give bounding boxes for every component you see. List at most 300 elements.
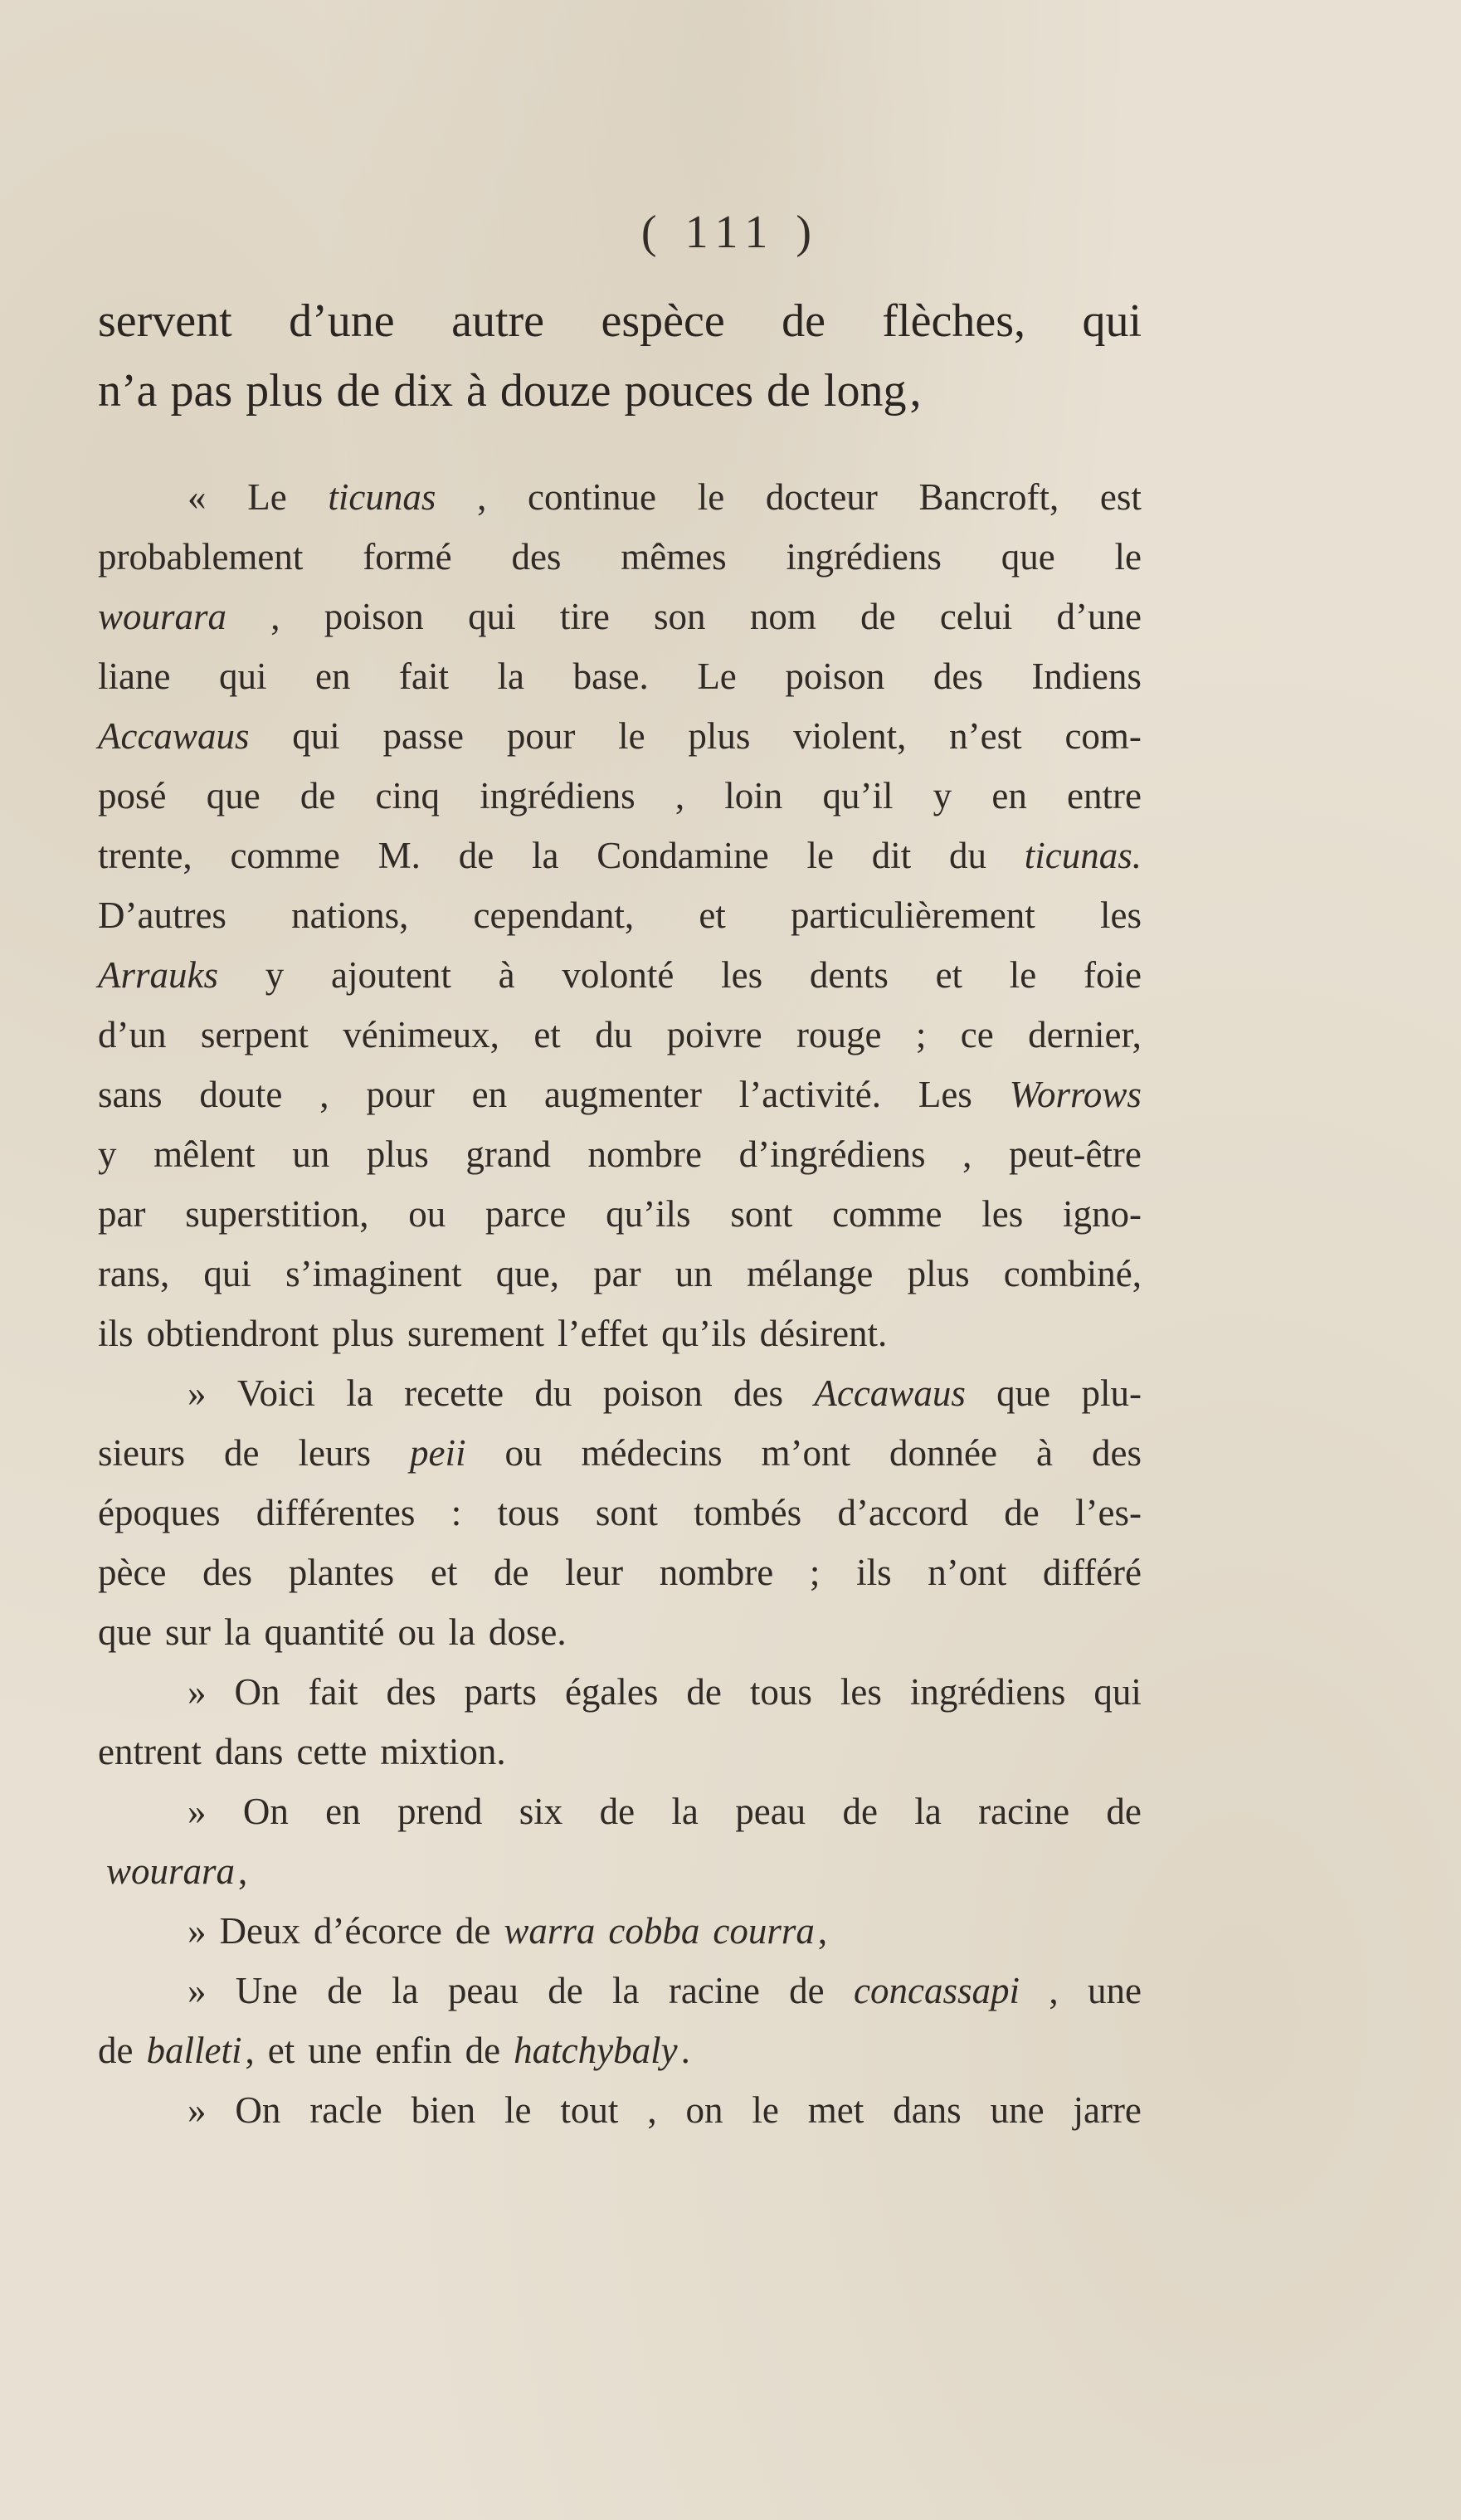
word: et [267, 2030, 295, 2071]
word: des [202, 1552, 253, 1593]
text-line [98, 1184, 1142, 1244]
word: d’un [98, 1014, 167, 1055]
word: tire [559, 596, 610, 637]
word: les [840, 1671, 882, 1713]
word: est [1099, 476, 1142, 518]
word: base. [572, 656, 649, 697]
word: une [990, 2089, 1045, 2131]
word: dix [393, 365, 453, 417]
word: ils [98, 1313, 134, 1354]
text-line [98, 1005, 1142, 1065]
italic-word: Accawaus [814, 1372, 966, 1414]
word: médecins [581, 1432, 723, 1474]
word: plu- [1081, 1372, 1142, 1414]
word: mixtion. [380, 1731, 506, 1772]
word: peut-être [1008, 1133, 1142, 1175]
text-line [98, 1722, 1142, 1782]
word: racine [668, 1970, 760, 2011]
word: » [187, 1910, 207, 1952]
word: mélange [746, 1253, 874, 1294]
word: de [465, 2030, 501, 2071]
word: servent [98, 295, 232, 347]
word: des [733, 1372, 784, 1414]
word: de [458, 835, 494, 876]
word: des [386, 1671, 436, 1713]
italic-word: courra [713, 1910, 815, 1952]
word: quantité [264, 1611, 385, 1653]
word: , [319, 1074, 329, 1115]
word: obtiendront [146, 1313, 319, 1354]
word: de [1106, 1791, 1142, 1832]
word: jarre [1073, 2089, 1142, 2131]
word: qui [468, 596, 516, 637]
word: d’ingrédiens [738, 1133, 926, 1175]
word: tous [497, 1492, 560, 1533]
word: » [187, 2089, 207, 2131]
word: la [671, 1791, 699, 1832]
word: par [98, 1193, 146, 1235]
word: une [308, 2030, 363, 2071]
paragraph-gap [98, 426, 1142, 467]
word: la [223, 1611, 251, 1653]
word: de [455, 1910, 491, 1952]
word: on [685, 2089, 723, 2131]
word: la [914, 1791, 942, 1832]
word: m’ont [761, 1432, 850, 1474]
word: et [699, 894, 726, 936]
word: enfin [375, 2030, 452, 2071]
page-number: ( 111 ) [640, 207, 821, 258]
word: de [860, 596, 896, 637]
word: On [234, 1671, 280, 1713]
word: qui [203, 1253, 251, 1294]
word: , [238, 1850, 248, 1892]
word: sont [595, 1492, 658, 1533]
word: qu’ils [606, 1193, 691, 1235]
text-line [98, 1244, 1142, 1304]
word: pas [170, 365, 233, 417]
word: qu’ils [661, 1313, 747, 1354]
text-line [98, 945, 1142, 1005]
text-line [98, 286, 1142, 356]
word: différé [1042, 1552, 1142, 1593]
word: des [1091, 1432, 1142, 1474]
word: qui [1093, 1671, 1142, 1713]
word: le [1009, 954, 1037, 996]
word: espèce [601, 295, 725, 347]
word: à [498, 954, 515, 996]
word: s’imaginent [285, 1253, 462, 1294]
word: par [593, 1253, 641, 1294]
word: combiné, [1003, 1253, 1142, 1294]
word: entrent [98, 1731, 202, 1772]
text-line [98, 826, 1142, 885]
word: le [697, 476, 725, 518]
italic-word: balleti [146, 2030, 242, 2071]
text-line [98, 706, 1142, 766]
word: qui [218, 656, 267, 697]
word: celui [939, 596, 1013, 637]
word: le [618, 715, 645, 757]
word: leurs [298, 1432, 371, 1474]
word: cinq [375, 775, 441, 816]
italic-word: cobba [608, 1910, 700, 1952]
word: n’a [98, 365, 158, 417]
word: loin [724, 775, 783, 816]
word: » [187, 1791, 207, 1832]
word: d’une [289, 295, 395, 347]
text-line [98, 1065, 1142, 1124]
word: de [327, 1970, 363, 2011]
word: différentes [256, 1492, 416, 1533]
word: long [823, 365, 907, 417]
word: la [392, 1970, 419, 2011]
text-line [98, 1423, 1142, 1483]
word: la [497, 656, 525, 697]
text-line [98, 1841, 1142, 1901]
word: du [595, 1014, 633, 1055]
word: Une [235, 1970, 298, 2011]
text-line [98, 766, 1142, 826]
word: un [674, 1253, 713, 1294]
word: bien [411, 2089, 476, 2131]
text-line [98, 1782, 1142, 1841]
word: racle [309, 2089, 382, 2131]
text-line [98, 1304, 1142, 1363]
text-line [98, 527, 1142, 587]
word: plus [907, 1253, 970, 1294]
word: passe [382, 715, 465, 757]
word: d’écorce [313, 1910, 442, 1952]
word: Le [697, 656, 737, 697]
text-line [98, 467, 1142, 527]
word: » [187, 1970, 207, 2011]
word: pour [366, 1074, 435, 1115]
word: ou [408, 1193, 446, 1235]
word: plus [332, 1313, 395, 1354]
word: mêmes [621, 536, 727, 578]
word: Le [247, 476, 287, 518]
word: parts [464, 1671, 537, 1713]
word: doute [199, 1074, 283, 1115]
text-line [98, 1543, 1142, 1602]
word: entre [1067, 775, 1142, 816]
word: époques [98, 1492, 221, 1533]
word: nombre [587, 1133, 702, 1175]
word: . [680, 2030, 690, 2071]
word: les [1099, 894, 1142, 936]
text-line [98, 1961, 1142, 2020]
word: ou [397, 1611, 436, 1653]
italic-word: wourara [98, 596, 227, 637]
word: qui [1082, 295, 1142, 347]
word: le [1114, 536, 1142, 578]
word: ingrédiens [480, 775, 636, 816]
italic-word: Accawaus [98, 715, 250, 757]
word: en [315, 656, 351, 697]
word: M. [377, 835, 421, 876]
text-line [98, 1602, 1142, 1662]
word: ajoutent [330, 954, 451, 996]
word: « [187, 476, 207, 518]
word: un [292, 1133, 330, 1175]
word: le [504, 2089, 532, 2131]
word: dit [871, 835, 912, 876]
word: de [782, 295, 825, 347]
italic-word: ticunas. [1024, 835, 1142, 876]
word: sans [98, 1074, 163, 1115]
word: de [300, 775, 336, 816]
word: que [98, 1611, 152, 1653]
word: de [494, 1552, 529, 1593]
word: nom [749, 596, 816, 637]
word: com- [1064, 715, 1142, 757]
word: de [548, 1970, 583, 2011]
word: : [450, 1492, 462, 1533]
word: serpent [200, 1014, 309, 1055]
word: la [346, 1372, 373, 1414]
word: cependant, [473, 894, 635, 936]
word: les [981, 1193, 1024, 1235]
word: y [933, 775, 952, 816]
word: de [842, 1791, 878, 1832]
word: poivre [666, 1014, 762, 1055]
word: D’autres [98, 894, 226, 936]
word: cette [296, 1731, 368, 1772]
word: que [206, 775, 261, 816]
word: leur [565, 1552, 624, 1593]
text-line [98, 1363, 1142, 1423]
word: poison [324, 596, 424, 637]
word: dose. [488, 1611, 567, 1653]
word: plus [246, 365, 324, 417]
word: On [242, 1791, 289, 1832]
word: pèce [98, 1552, 167, 1593]
italic-word: Arrauks [98, 954, 218, 996]
word: formé [363, 536, 452, 578]
word: les [721, 954, 763, 996]
word: qui [292, 715, 340, 757]
word: rans, [98, 1253, 170, 1294]
word: de [98, 2030, 134, 2071]
word: n’est [949, 715, 1022, 757]
word: de [336, 365, 381, 417]
word: y [265, 954, 285, 996]
word: que [996, 1372, 1051, 1414]
word: dans [893, 2089, 962, 2131]
word: égales [564, 1671, 659, 1713]
word: des [511, 536, 562, 578]
word: flèches, [882, 295, 1025, 347]
word: ils [856, 1552, 892, 1593]
word: de [1004, 1492, 1040, 1533]
word: et [430, 1552, 458, 1593]
italic-word: ticunas [328, 476, 436, 518]
word: , [1049, 1970, 1059, 2011]
word: rouge [796, 1014, 882, 1055]
word: de [686, 1671, 722, 1713]
word: posé [98, 775, 167, 816]
word: superstition, [185, 1193, 369, 1235]
word: la [531, 835, 559, 876]
word: , [477, 476, 487, 518]
italic-word: warra [504, 1910, 596, 1952]
text-line [98, 1124, 1142, 1184]
word: Indiens [1031, 656, 1142, 697]
word: dernier, [1028, 1014, 1142, 1055]
word: autre [451, 295, 545, 347]
word: de [599, 1791, 636, 1832]
word: particulièrement [790, 894, 1035, 936]
word: , [674, 775, 685, 816]
word: augmenter [544, 1074, 702, 1115]
word: comme [230, 835, 340, 876]
italic-word: hatchybaly [514, 2030, 678, 2071]
word: en [325, 1791, 361, 1832]
word: des [933, 656, 983, 697]
word: parce [485, 1193, 567, 1235]
word: que, [495, 1253, 559, 1294]
word: l’effet [557, 1313, 649, 1354]
word: Voici [236, 1372, 316, 1414]
word: nombre [659, 1552, 774, 1593]
word: tout [560, 2089, 619, 2131]
text-line [98, 1483, 1142, 1543]
italic-word: peii [410, 1432, 466, 1474]
word: de [767, 365, 811, 417]
word: y [98, 1133, 117, 1175]
word: ce [960, 1014, 994, 1055]
word: fait [308, 1671, 358, 1713]
word: du [534, 1372, 572, 1414]
word: , [962, 1133, 972, 1175]
text-line [98, 885, 1142, 945]
word: peau [447, 1970, 519, 2011]
word: donnée [889, 1432, 997, 1474]
word: plus [366, 1133, 429, 1175]
word: pour [506, 715, 576, 757]
word: ; [809, 1552, 821, 1593]
word: poison [602, 1372, 703, 1414]
word: violent, [793, 715, 907, 757]
italic-word: concassapi [854, 1970, 1020, 2011]
word: ; [915, 1014, 927, 1055]
word: Bancroft, [918, 476, 1059, 518]
word: dents [809, 954, 889, 996]
word: le [806, 835, 834, 876]
word: trente, [98, 835, 192, 876]
word: On [235, 2089, 281, 2131]
word: en [471, 1074, 508, 1115]
word: ingrédiens [909, 1671, 1066, 1713]
word: l’es- [1074, 1492, 1142, 1533]
word: docteur [765, 476, 878, 518]
text-line [98, 1662, 1142, 1722]
word: de [789, 1970, 825, 2011]
text-line [98, 646, 1142, 706]
word: continue [528, 476, 656, 518]
text-line [98, 587, 1142, 646]
word: et [533, 1014, 561, 1055]
word: d’une [1056, 596, 1142, 637]
word: l’activité. [738, 1074, 881, 1115]
word: à [1035, 1432, 1053, 1474]
word: la [612, 1970, 640, 2011]
word: nations, [291, 894, 409, 936]
word: six [519, 1791, 563, 1832]
word: Deux [219, 1910, 300, 1952]
word: désirent. [759, 1313, 888, 1354]
italic-word: Worrows [1009, 1074, 1142, 1115]
word: ou [504, 1432, 543, 1474]
word: le [752, 2089, 779, 2131]
word: grand [465, 1133, 551, 1175]
word: foie [1084, 954, 1142, 996]
word: mêlent [153, 1133, 256, 1175]
word: sur [164, 1611, 211, 1653]
body-text [98, 286, 1142, 2140]
word: vénimeux, [343, 1014, 499, 1055]
word: n’ont [928, 1552, 1007, 1593]
text-line [98, 1901, 1142, 1961]
word: pouces [624, 365, 754, 417]
text-line [98, 2080, 1142, 2140]
word: , [245, 2030, 255, 2071]
word: son [654, 596, 706, 637]
word: tombés [694, 1492, 802, 1533]
word: douze [499, 365, 611, 417]
word: d’accord [837, 1492, 968, 1533]
word: , [647, 2089, 657, 2131]
word: plantes [288, 1552, 395, 1593]
word: fait [399, 656, 450, 697]
word: surement [407, 1313, 544, 1354]
word: , [817, 1910, 828, 1952]
italic-word: wourara [106, 1850, 236, 1892]
word: tous [749, 1671, 812, 1713]
word: igno- [1062, 1193, 1142, 1235]
word: du [948, 835, 986, 876]
word: probablement [98, 536, 304, 578]
word: que [1001, 536, 1055, 578]
word: et [935, 954, 963, 996]
word: ingrédiens [786, 536, 942, 578]
word: la [448, 1611, 475, 1653]
word: , [270, 596, 280, 637]
word: poison [785, 656, 885, 697]
word: qu’il [822, 775, 894, 816]
word: sieurs [98, 1432, 185, 1474]
word: sont [730, 1193, 793, 1235]
word: une [1087, 1970, 1142, 2011]
word: liane [98, 656, 171, 697]
word: » [187, 1372, 207, 1414]
word: de [224, 1432, 260, 1474]
word: en [991, 775, 1027, 816]
word: comme [832, 1193, 942, 1235]
word: Les [918, 1074, 972, 1115]
word: Condamine [597, 835, 769, 876]
word: peau [735, 1791, 806, 1832]
word: , [909, 365, 922, 417]
word: dans [214, 1731, 284, 1772]
word: plus [688, 715, 751, 757]
word: » [187, 1671, 207, 1713]
word: volonté [562, 954, 674, 996]
word: prend [397, 1791, 483, 1832]
word: à [465, 365, 487, 417]
word: racine [978, 1791, 1070, 1832]
